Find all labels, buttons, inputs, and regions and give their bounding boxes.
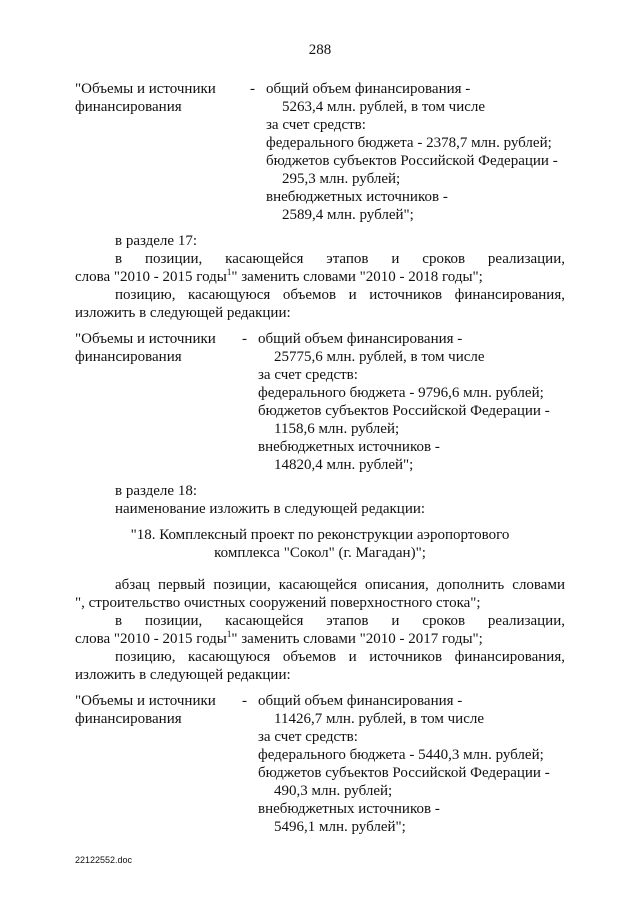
section18-p2-line1: в позиции, касающейся этапов и сроков реализации, (115, 613, 565, 629)
block3-line-3: федерального бюджета - 5440,3 млн. рублей; (258, 747, 544, 763)
block1-line-1: 5263,4 млн. рублей, в том числе (282, 99, 486, 115)
section17-p1-line2: слова "2010 - 2015 годы$^1$" заменить словами "2010 - 2018 годы"; (75, 267, 483, 285)
section18-p2-line2: слова "2010 - 2015 годы$^1$" заменить словами "2010 - 2017 годы"; (75, 629, 483, 647)
section17-p2-line1: позицию, касающуюся объемов и источников финансирования, (115, 287, 565, 303)
block1-label-1: "Объемы и источники (75, 81, 216, 97)
page-number: 288 (308, 42, 332, 58)
section18-p3-line1: позицию, касающуюся объемов и источников финансирования, (115, 649, 565, 665)
section17-p2-line2: изложить в следующей редакции: (75, 305, 291, 321)
block3-line-6: внебюджетных источников - (258, 801, 440, 817)
block2-line-4: бюджетов субъектов Российской Федерации - (258, 403, 550, 419)
block3-line-2: за счет средств: (258, 729, 358, 745)
block2-label-2: финансирования (75, 349, 182, 365)
section17-heading: в разделе 17: (115, 233, 197, 249)
block3-line-7: 5496,1 млн. рублей"; (274, 819, 406, 835)
block1-line-7: 2589,4 млн. рублей"; (282, 207, 414, 223)
block3-line-0: общий объем финансирования - (258, 693, 463, 709)
section18-p1-line2: ", строительство очистных сооружений поверхностного стока"; (75, 595, 481, 611)
block1-line-0: общий объем финансирования - (266, 81, 471, 97)
block3-label-2: финансирования (75, 711, 182, 727)
section18-name-intro: наименование изложить в следующей редакции: (115, 501, 426, 517)
block2-line-7: 14820,4 млн. рублей"; (274, 457, 414, 473)
block1-line-6: внебюджетных источников - (266, 189, 448, 205)
block1-dash: - (250, 81, 255, 97)
block2-line-3: федерального бюджета - 9796,6 млн. рублей; (258, 385, 544, 401)
block3-line-1: 11426,7 млн. рублей, в том числе (274, 711, 484, 727)
block3-line-4: бюджетов субъектов Российской Федерации - (258, 765, 550, 781)
block1-line-2: за счет средств: (266, 117, 366, 133)
section17-p1-line1: в позиции, касающейся этапов и сроков реализации, (115, 251, 565, 267)
block1-line-5: 295,3 млн. рублей; (282, 171, 401, 187)
block1-label-2: финансирования (75, 99, 182, 115)
block1-line-4: бюджетов субъектов Российской Федерации - (266, 153, 558, 169)
block2-line-1: 25775,6 млн. рублей, в том числе (274, 349, 485, 365)
section18-p3-line2: изложить в следующей редакции: (75, 667, 291, 683)
block2-dash: - (242, 331, 247, 347)
section18-p1-line1: абзац первый позиции, касающейся описания, дополнить словами (115, 577, 565, 593)
block3-line-5: 490,3 млн. рублей; (274, 783, 393, 799)
block1-line-3: федерального бюджета - 2378,7 млн. рублей; (266, 135, 552, 151)
section18-title-line2: комплекса "Сокол" (г. Магадан)"; (214, 545, 426, 561)
block2-label-1: "Объемы и источники (75, 331, 216, 347)
section18-heading: в разделе 18: (115, 483, 197, 499)
section18-title-line1: "18. Комплексный проект по реконструкции аэропортового (130, 527, 510, 543)
block2-line-0: общий объем финансирования - (258, 331, 463, 347)
block3-dash: - (242, 693, 247, 709)
block2-line-6: внебюджетных источников - (258, 439, 440, 455)
block2-line-5: 1158,6 млн. рублей; (274, 421, 400, 437)
block3-label-1: "Объемы и источники (75, 693, 216, 709)
block2-line-2: за счет средств: (258, 367, 358, 383)
footer-filename: 22122552.doc (75, 855, 133, 865)
